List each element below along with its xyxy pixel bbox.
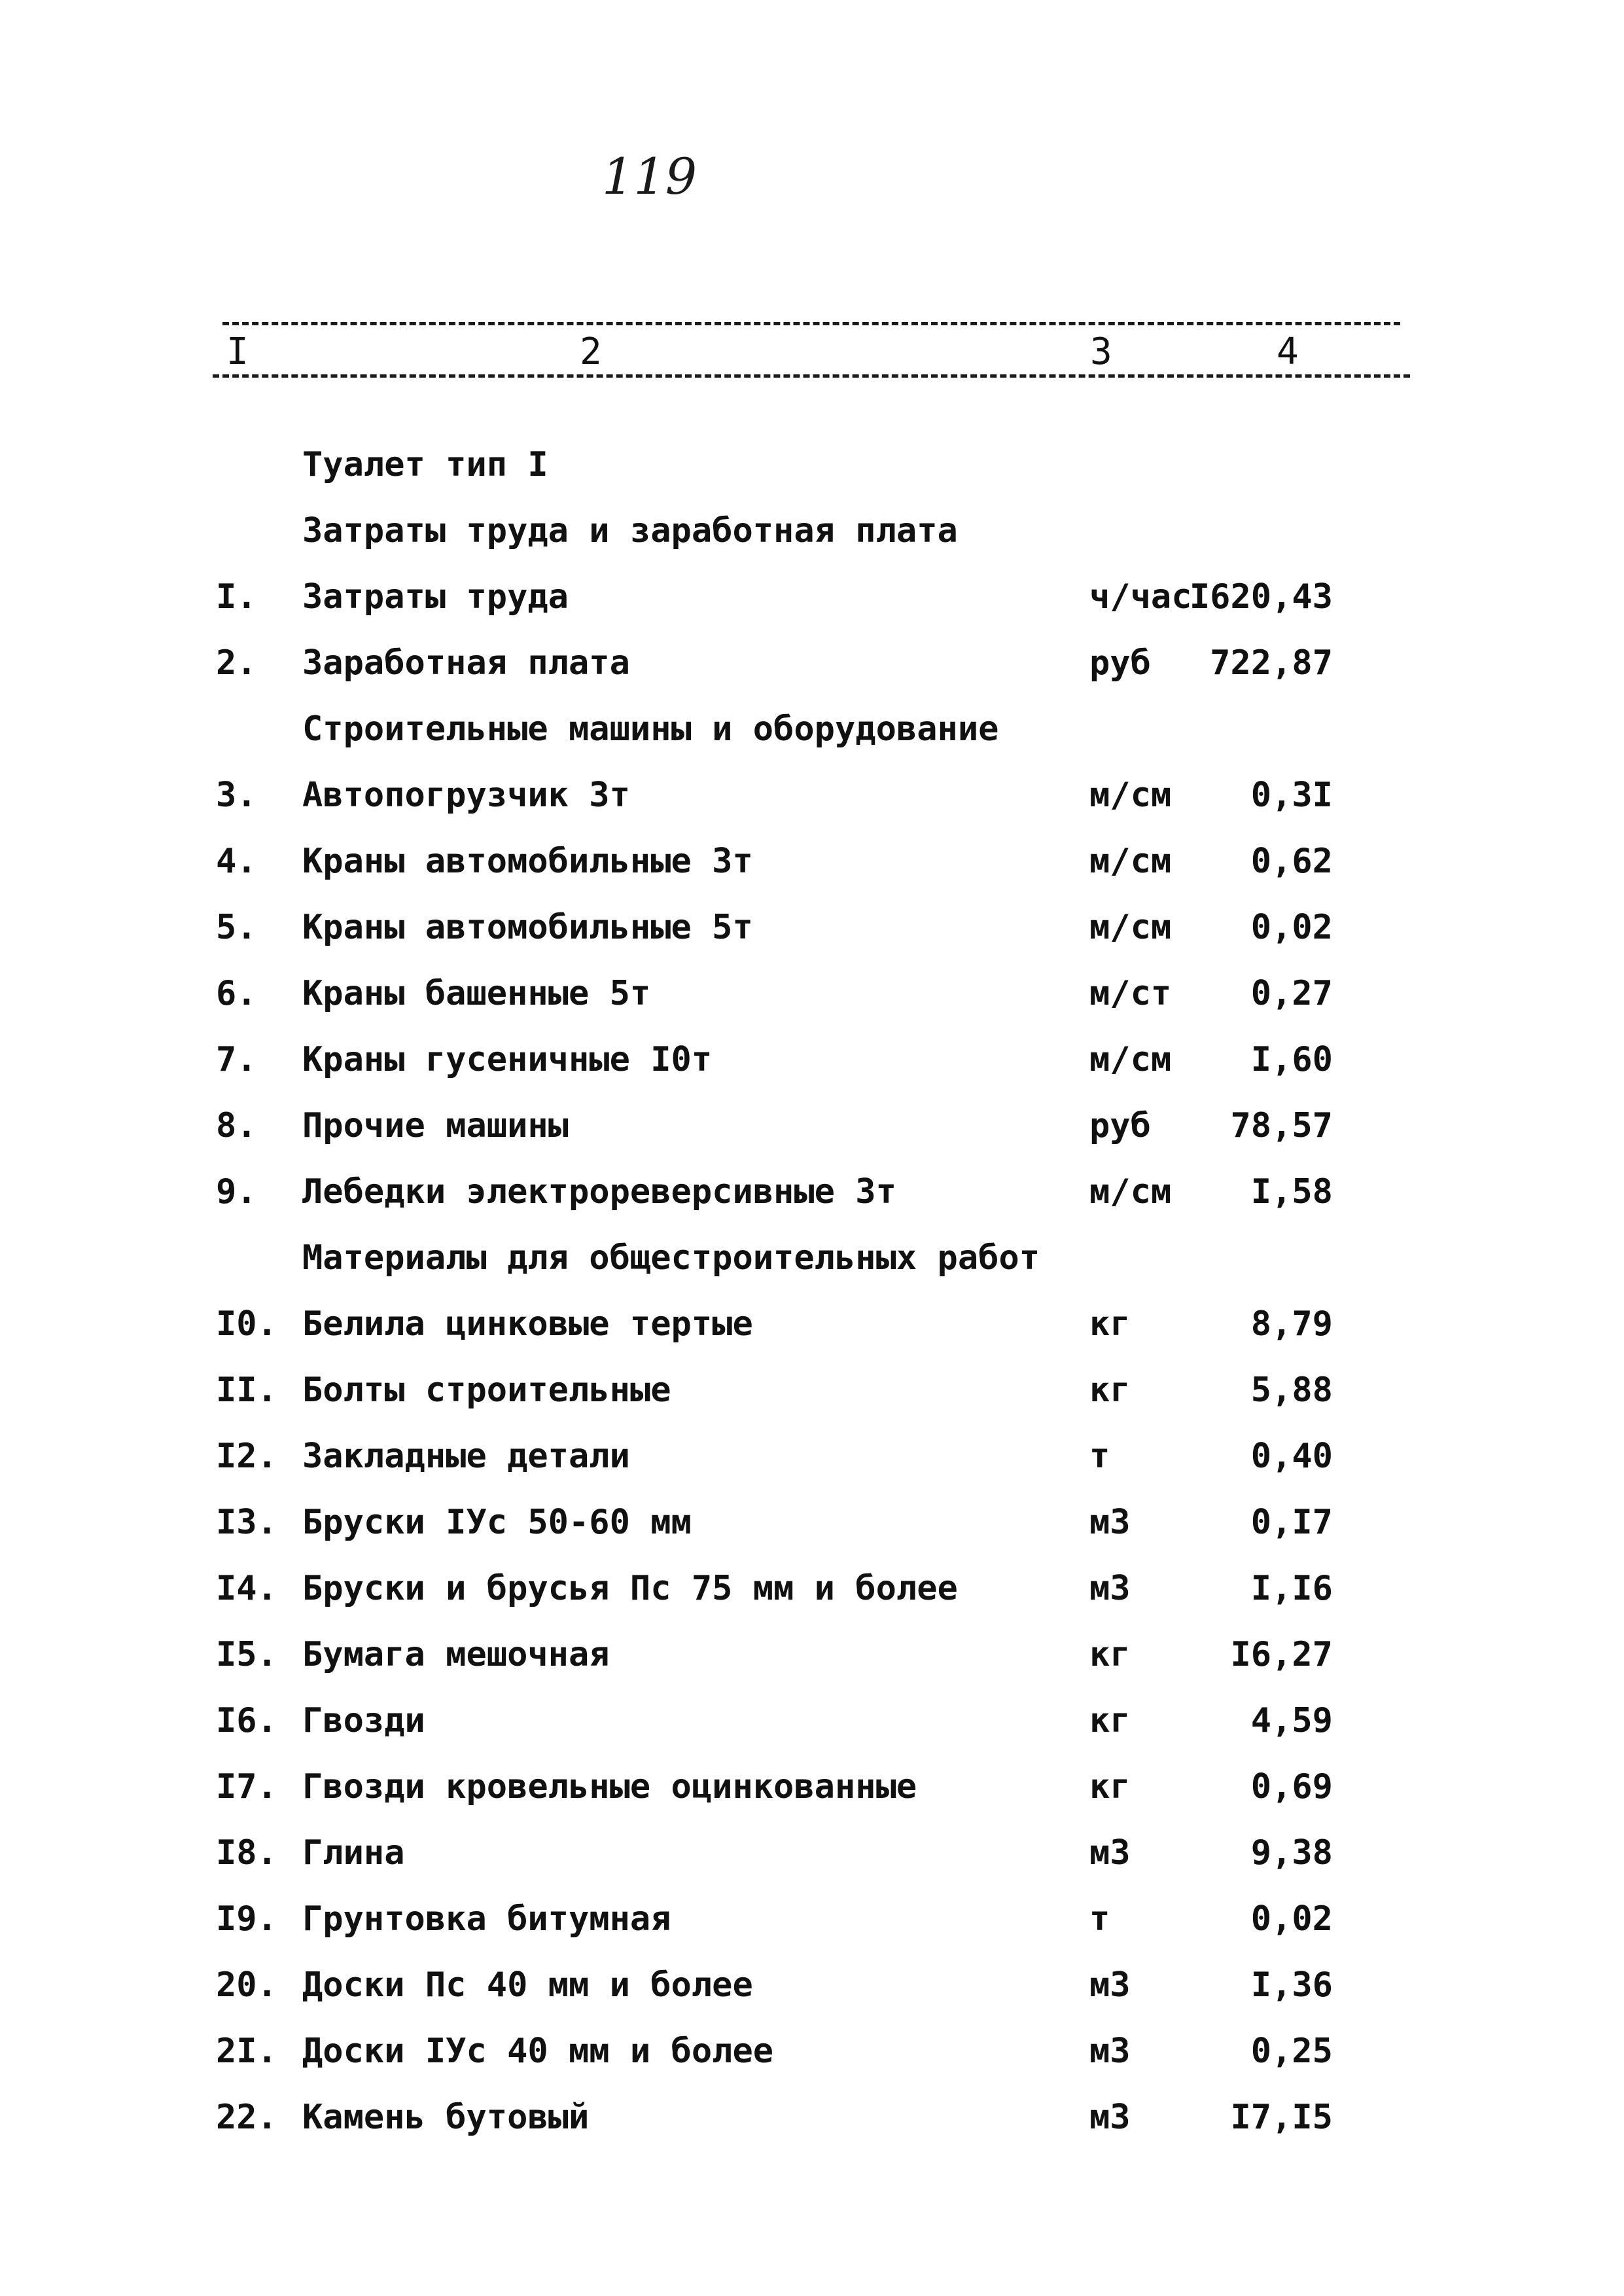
row-unit: м/см — [1089, 908, 1172, 947]
row-unit: м3 — [1089, 1965, 1131, 2005]
row-value: 0,I7 — [1250, 1503, 1333, 1542]
row-unit: кг — [1089, 1371, 1131, 1410]
section-heading — [0, 498, 1624, 564]
row-name: Заработная плата — [302, 643, 630, 683]
row-number: I8. — [216, 1833, 277, 1873]
page-number: 119 — [602, 147, 697, 206]
table-row — [0, 1093, 1624, 1159]
row-number: 5. — [216, 908, 257, 947]
row-number: 2. — [216, 643, 257, 683]
row-unit: т — [1089, 1899, 1110, 1939]
table-row — [0, 829, 1624, 895]
table-row — [0, 1754, 1624, 1820]
row-name: Грунтовка битумная — [302, 1899, 671, 1939]
row-number: I6. — [216, 1701, 277, 1740]
row-number: I3. — [216, 1503, 277, 1542]
row-unit: кг — [1089, 1635, 1131, 1674]
table-row — [0, 762, 1624, 829]
row-unit: кг — [1089, 1304, 1131, 1344]
row-name: Глина — [302, 1833, 405, 1873]
row-value: I,60 — [1250, 1040, 1333, 1079]
row-unit: м3 — [1089, 2098, 1131, 2137]
table-row — [0, 1027, 1624, 1093]
row-name: Краны башенные 5т — [302, 974, 651, 1013]
row-value: 722,87 — [1210, 643, 1333, 683]
row-number: I4. — [216, 1569, 277, 1608]
row-value: 0,25 — [1250, 2032, 1333, 2071]
table-row — [0, 630, 1624, 696]
table-row — [0, 2085, 1624, 2151]
row-number: I2. — [216, 1437, 277, 1476]
column-header-2: 2 — [576, 331, 606, 373]
table-row — [0, 564, 1624, 630]
row-value: 0,02 — [1250, 908, 1333, 947]
table-row — [0, 961, 1624, 1027]
row-name: Болты строительные — [302, 1371, 671, 1410]
section-heading — [0, 1225, 1624, 1291]
row-unit: руб — [1089, 1106, 1151, 1145]
section-heading — [0, 432, 1624, 498]
header-rule-bottom — [213, 374, 1410, 378]
row-value: 8,79 — [1250, 1304, 1333, 1344]
row-unit: м3 — [1089, 2032, 1131, 2071]
column-header-3: 3 — [1086, 331, 1116, 373]
table-row — [0, 1159, 1624, 1225]
table-row — [0, 1424, 1624, 1490]
row-value: I7,I5 — [1230, 2098, 1333, 2137]
row-unit: кг — [1089, 1767, 1131, 1806]
row-name: Гвозди — [302, 1701, 425, 1740]
row-number: 22. — [216, 2098, 277, 2137]
row-unit: т — [1089, 1437, 1110, 1476]
table-row — [0, 1952, 1624, 2018]
row-unit: м3 — [1089, 1833, 1131, 1873]
row-unit: м/см — [1089, 776, 1172, 815]
table-row — [0, 1820, 1624, 1886]
row-unit: ч/час — [1089, 577, 1192, 617]
row-unit: м/ст — [1089, 974, 1172, 1013]
row-number: 2I. — [216, 2032, 277, 2071]
row-value: I620,43 — [1189, 577, 1333, 617]
row-unit: м/см — [1089, 1040, 1172, 1079]
row-name: Закладные детали — [302, 1437, 630, 1476]
header-rule-top — [222, 322, 1400, 325]
row-name: Затраты труда — [302, 577, 569, 617]
row-unit: кг — [1089, 1701, 1131, 1740]
row-name: Белила цинковые тертые — [302, 1304, 753, 1344]
row-name: Бруски IУс 50-60 мм — [302, 1503, 692, 1542]
row-value: 5,88 — [1250, 1371, 1333, 1410]
row-value: 0,69 — [1250, 1767, 1333, 1806]
column-header-4: 4 — [1273, 331, 1303, 373]
row-name: Материалы для общестроительных работ — [302, 1238, 1040, 1278]
row-unit: м/см — [1089, 842, 1172, 881]
row-value: I,58 — [1250, 1172, 1333, 1211]
row-value: 0,3I — [1250, 776, 1333, 815]
row-value: I6,27 — [1230, 1635, 1333, 1674]
row-number: II. — [216, 1371, 277, 1410]
table-row — [0, 1490, 1624, 1556]
row-number: 7. — [216, 1040, 257, 1079]
row-value: 0,27 — [1250, 974, 1333, 1013]
row-number: 6. — [216, 974, 257, 1013]
row-name: Краны гусеничные I0т — [302, 1040, 713, 1079]
table-row — [0, 1622, 1624, 1688]
table-row — [0, 2018, 1624, 2085]
row-unit: м/см — [1089, 1172, 1172, 1211]
table-row — [0, 1291, 1624, 1357]
section-heading — [0, 696, 1624, 762]
row-unit: м3 — [1089, 1569, 1131, 1608]
row-number: 3. — [216, 776, 257, 815]
row-number: I7. — [216, 1767, 277, 1806]
row-name: Доски Пс 40 мм и более — [302, 1965, 753, 2005]
row-unit: м3 — [1089, 1503, 1131, 1542]
row-number: I5. — [216, 1635, 277, 1674]
row-name: Автопогрузчик 3т — [302, 776, 630, 815]
row-number: 9. — [216, 1172, 257, 1211]
row-number: 4. — [216, 842, 257, 881]
row-name: Бруски и брусья Пс 75 мм и более — [302, 1569, 958, 1608]
row-value: 9,38 — [1250, 1833, 1333, 1873]
row-number: I0. — [216, 1304, 277, 1344]
row-number: 20. — [216, 1965, 277, 2005]
resource-table — [0, 432, 1624, 2151]
row-name: Лебедки электрореверсивные 3т — [302, 1172, 896, 1211]
row-name: Краны автомобильные 3т — [302, 842, 753, 881]
row-unit: руб — [1089, 643, 1151, 683]
table-row — [0, 895, 1624, 961]
table-row — [0, 1688, 1624, 1754]
table-row — [0, 1886, 1624, 1952]
column-header-1: I — [222, 331, 253, 373]
table-row — [0, 1357, 1624, 1424]
row-name: Прочие машины — [302, 1106, 569, 1145]
row-number: I. — [216, 577, 257, 617]
row-value: 0,62 — [1250, 842, 1333, 881]
row-name: Строительные машины и оборудование — [302, 709, 999, 749]
row-name: Бумага мешочная — [302, 1635, 610, 1674]
row-name: Туалет тип I — [302, 445, 548, 484]
row-value: 0,40 — [1250, 1437, 1333, 1476]
row-number: I9. — [216, 1899, 277, 1939]
row-name: Гвозди кровельные оцинкованные — [302, 1767, 917, 1806]
row-number: 8. — [216, 1106, 257, 1145]
row-name: Камень бутовый — [302, 2098, 590, 2137]
table-row — [0, 1556, 1624, 1622]
row-name: Краны автомобильные 5т — [302, 908, 753, 947]
row-name: Доски IУс 40 мм и более — [302, 2032, 774, 2071]
row-value: I,36 — [1250, 1965, 1333, 2005]
row-value: I,I6 — [1250, 1569, 1333, 1608]
row-value: 4,59 — [1250, 1701, 1333, 1740]
row-value: 0,02 — [1250, 1899, 1333, 1939]
row-value: 78,57 — [1230, 1106, 1333, 1145]
row-name: Затраты труда и заработная плата — [302, 511, 958, 550]
